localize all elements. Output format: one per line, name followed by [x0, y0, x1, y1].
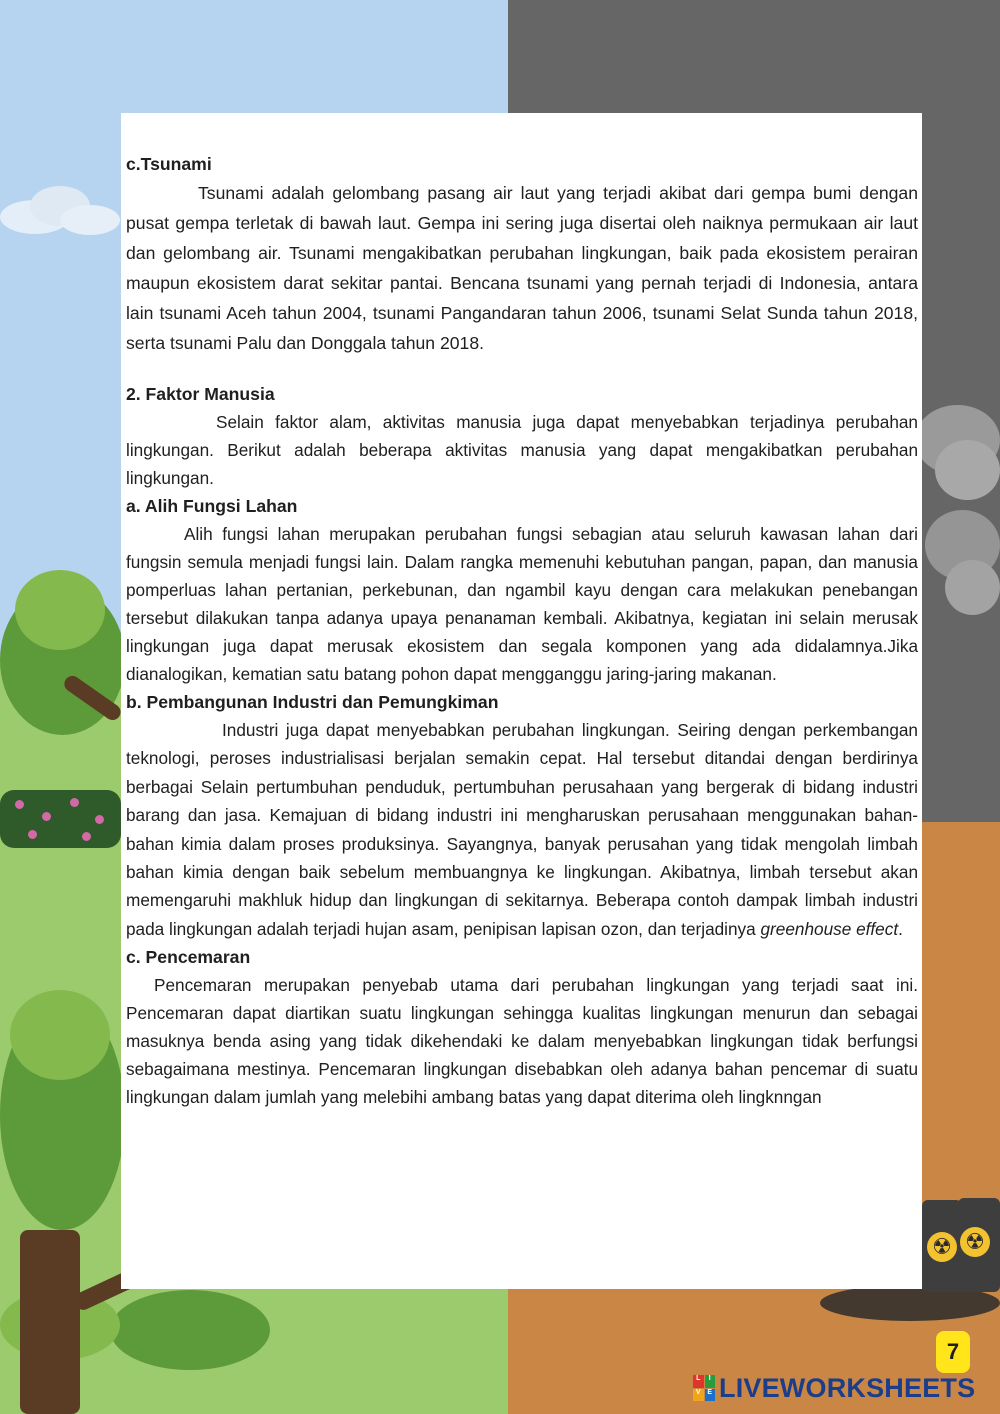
paragraph-tsunami: Tsunami adalah gelombang pasang air laut yang terjadi akibat dari gempa bumi dengan pusat gempa terletak di bawah laut. Gempa ini sering juga disertai oleh naiknya permukaan air laut dan gelombang air. Tsunami mengakibatkan perubahan lingkungan, baik pada ekosistem perairan maupun ekosistem darat sekitar pantai. Bencana tsunami yang pernah terjadi di Indonesia, antara lain tsunami Aceh tahun 2004, tsunami Pangandaran tahun 2006, tsunami Selat Sunda tahun 2018, serta tsunami Palu dan Donggala tahun 2018. — [126, 183, 918, 353]
paragraph-pembangunan-industri — [126, 716, 918, 943]
paragraph-faktor-manusia: Selain faktor alam, aktivitas manusia juga dapat menyebabkan terjadinya perubahan lingkungan. Berikut adalah beberapa aktivitas manusia yang dapat mengakibatkan perubahan lingkungan. — [126, 412, 918, 488]
radiation-icon: ☢ — [927, 1232, 957, 1262]
logo-letter: I — [705, 1375, 716, 1388]
paragraph-alih-fungsi-lahan: Alih fungsi lahan merupakan perubahan fungsi sebagian atau seluruh kawasan lahan dari fungsin semula menjadi fungsi lain. Dalam rangka memenuhi kebutuhan pangan, papan, dan manusia pomperluas lahan pertanian, perkebunan, dan ngambil kayu dengan cara melakukan penebangan tersebut dilakukan tanpa adanya upaya penanaman kembali. Akibatnya, kegiatan ini selain merusak lingkungan juga dapat merusak ekosistem dan segala komponen yang ada didalamnya.Jika dianalogikan, kematian satu batang pohon dapat mengganggu jaring-jaring makanan. — [126, 524, 918, 684]
radiation-icon: ☢ — [960, 1227, 990, 1257]
liveworksheets-wordmark: LIVEWORKSHEETS — [719, 1372, 976, 1403]
logo-letter: E — [705, 1389, 716, 1402]
liveworksheets-logo-icon — [693, 1375, 715, 1401]
heading-faktor-manusia: 2. Faktor Manusia — [126, 384, 275, 404]
page-number-badge: 7 — [936, 1331, 970, 1373]
heading-alih-fungsi-lahan: a. Alih Fungsi Lahan — [126, 496, 298, 516]
heading-tsunami: c.Tsunami — [126, 154, 212, 174]
logo-letter: L — [693, 1375, 704, 1388]
worksheet-content — [126, 150, 918, 1111]
logo-letter: V — [693, 1389, 704, 1402]
heading-pencemaran: c. Pencemaran — [126, 947, 251, 968]
paragraph-industri-text: Industri juga dapat menyebabkan perubahan lingkungan. Seiring dengan perkembangan teknologi, peroses industrialisasi berjalan semakin cepat. Hal tersebut ditandai dengan berdirinya berbagai Selain pertumbuhan penduduk, pertumbuhan perusahaan yang bergerak di bidang industri barang dan jasa. Kemajuan di bidang industri ini mengharuskan perusahaan menggunakan bahan-bahan kimia dalam proses produksinya. Sayangnya, banyak perusahan yang tidak mengolah limbah bahan kimia dengan baik sebelum membuangnya ke lingkungan. Akibatnya, limbah tersebut akan memengaruhi makhluk hidup dan lingkungan di sekitarnya. Beberapa contoh dampak limbah industri pada lingkungan adalah terjadi hujan asam, penipisan lapisan ozon, dan terjadinya — [126, 720, 918, 939]
paragraph-industri-italic: greenhouse effect — [760, 918, 899, 939]
liveworksheets-brand[interactable] — [693, 1371, 975, 1405]
paragraph-industri-end: . — [898, 918, 903, 939]
heading-pembangunan-industri: b. Pembangunan Industri dan Pemungkiman — [126, 692, 499, 712]
paragraph-pencemaran: Pencemaran merupakan penyebab utama dari perubahan lingkungan yang terjadi saat ini. Pencemaran dapat diartikan suatu lingkungan sehingga kualitas lingkungan menurun dan sebagai masuknya benda asing yang tidak dikehendaki ke dalam menyebabkan lingkungan tidak berfungsi sebagaimana mestinya. Pencemaran lingkungan disebabkan oleh adanya bahan pencemar di suatu lingkungan dalam jumlah yang melebihi ambang batas yang dapat diterima oleh lingknngan — [126, 975, 918, 1108]
